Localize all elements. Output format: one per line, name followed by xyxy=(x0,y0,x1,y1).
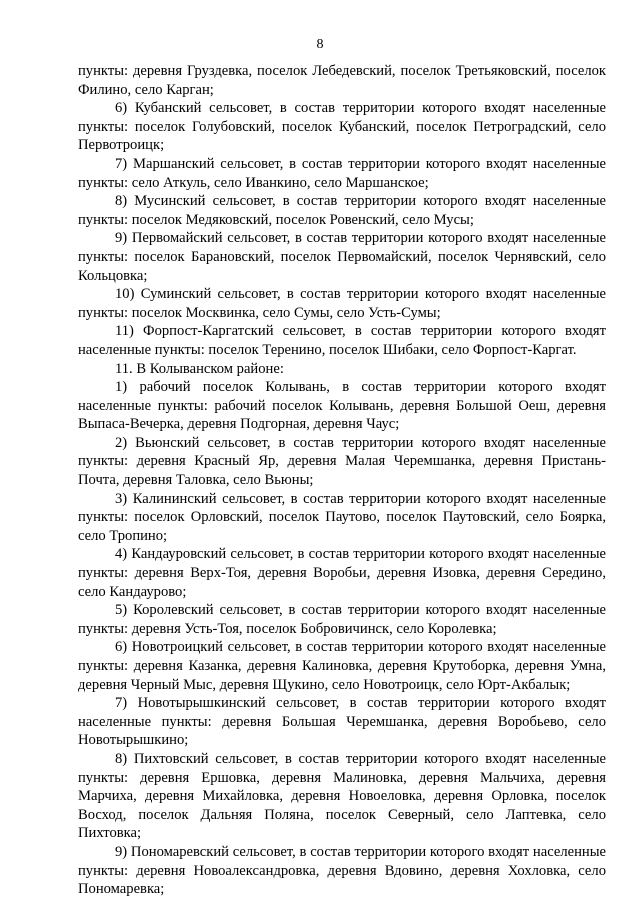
paragraph: 1) рабочий поселок Колывань, в состав территории которого входят населенные пункты: рабочий поселок Колывань, деревня Большой Оеш, деревня Выпаса-Вечерка, деревня Подгорная, деревня Чаус; xyxy=(78,379,606,433)
paragraph: пункты: деревня Груздевка, поселок Лебедевский, поселок Третьяковский, поселок Филино, село Карган; xyxy=(78,63,606,98)
paragraph: 7) Новотырышкинский сельсовет, в состав территории которого входят населенные пункты: деревня Большая Черемшанка, деревня Воробьево, село Новотырышкино; xyxy=(78,695,606,749)
paragraph: 7) Маршанский сельсовет, в состав территории которого входят населенные пункты: село Аткуль, село Иванкино, село Маршанское; xyxy=(78,155,606,191)
paragraph: 9) Первомайский сельсовет, в состав территории которого входят населенные пункты: поселок Барановский, поселок Первомайский, поселок Чернявский, село Кольцовка; xyxy=(78,230,606,284)
paragraph: 11) Форпост-Каргатский сельсовет, в состав территории которого входят населенные пункты: поселок Теренино, поселок Шибаки, село Форпост-Каргат. xyxy=(78,323,606,358)
paragraph: 6) Новотроицкий сельсовет, в состав территории которого входят населенные пункты: деревня Казанка, деревня Калиновка, деревня Крутоборка, деревня Умна, деревня Черный Мыс, деревня Щукино, село Новотроицк, село Юрт-Акбалык; xyxy=(78,639,606,693)
document-body xyxy=(78,62,606,899)
paragraph: 9) Пономаревский сельсовет, в состав территории которого входят населенные пункты: деревня Новоалександровка, деревня Вдовино, деревня Хохловка, село Пономаревка; xyxy=(78,843,606,898)
paragraph: 8) Мусинский сельсовет, в состав территории которого входят населенные пункты: поселок Медяковский, поселок Ровенский, село Мусы; xyxy=(78,193,606,228)
paragraph: 4) Кандауровский сельсовет, в состав территории которого входят населенные пункты: деревня Верх-Тоя, деревня Воробьи, деревня Изовка, деревня Середино, село Кандаурово; xyxy=(78,546,606,600)
page-number: 8 xyxy=(316,37,324,52)
paragraph: 10) Суминский сельсовет, в состав территории которого входят населенные пункты: поселок Москвинка, село Сумы, село Усть-Сумы; xyxy=(78,286,606,321)
paragraph: 2) Вьюнский сельсовет, в состав территории которого входят населенные пункты: деревня Красный Яр, деревня Малая Черемшанка, деревня Пристань-Почта, деревня Таловка, село Вьюны; xyxy=(78,434,606,489)
paragraph: 3) Калининский сельсовет, в состав территории которого входят населенные пункты: поселок Орловский, поселок Паутово, поселок Паутовский, село Боярка, село Тропино; xyxy=(78,490,606,544)
paragraph: 6) Кубанский сельсовет, в состав территории которого входят населенные пункты: поселок Голубовский, поселок Кубанский, поселок Петроградский, село Первотроицк; xyxy=(78,100,606,154)
paragraph: 5) Королевский сельсовет, в состав территории которого входят населенные пункты: деревня Усть-Тоя, поселок Бобровичинск, село Королевка; xyxy=(78,602,606,637)
paragraph: 11. В Колыванском районе: xyxy=(115,360,284,377)
paragraph: 8) Пихтовский сельсовет, в состав территории которого входят населенные пункты: деревня Ершовка, деревня Малиновка, деревня Мальчиха, деревня Марчиха, деревня Михайловка, деревня Новоеловка, деревня Орловка, поселок Восход, поселок Дальняя Поляна, поселок Северный, село Лаптевка, село Пихтовка; xyxy=(78,750,606,842)
